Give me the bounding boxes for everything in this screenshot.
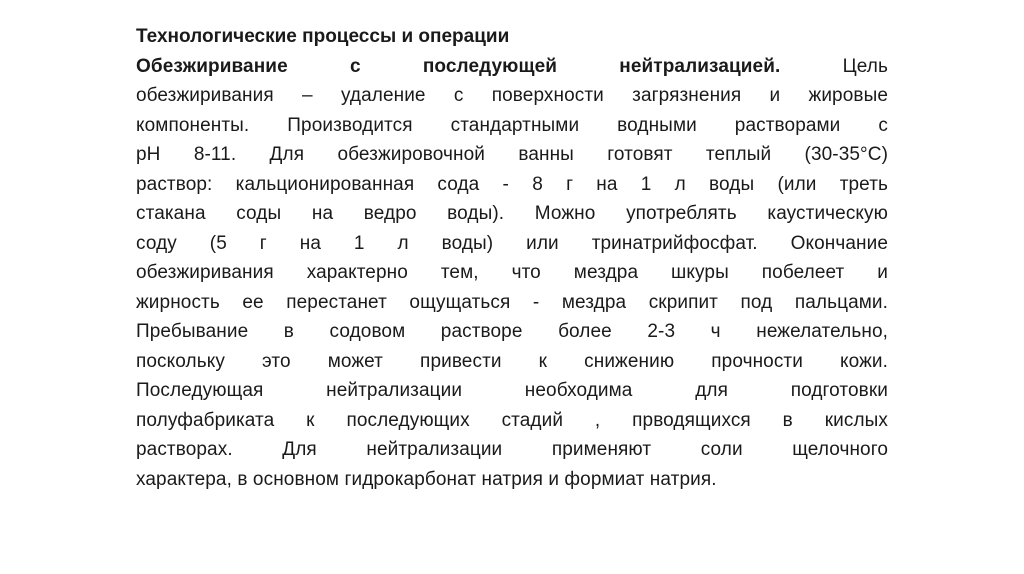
text-line: характера, в основном гидрокарбонат натрия и формиат натрия. xyxy=(136,468,717,490)
text-line: жирность ее перестанет ощущаться - мездра скрипит под пальцами. xyxy=(136,291,888,313)
slide-content xyxy=(136,22,888,494)
text-line: pH 8-11. Для обезжировочной ванны готовят теплый (30-35°C) xyxy=(136,144,888,165)
lead-heading: Обезжиривание с последующей нейтрализацией. xyxy=(136,55,781,77)
text-line: Последующая нейтрализации необходима для подготовки xyxy=(136,380,888,401)
text-line: соду (5 г на 1 л воды) или тринатрийфосфат. Окончание xyxy=(136,232,888,254)
text-line: поскольку это может привести к снижению прочности кожи. xyxy=(136,350,888,372)
text-line: раствор: кальционированная сода - 8 г на 1 л воды (или треть xyxy=(136,173,888,195)
text-line: обезжиривания – удаление с поверхности загрязнения и жировые xyxy=(136,85,888,106)
text-line: компоненты. Производится стандартными водными растворами с xyxy=(136,114,888,136)
text-line: стакана соды на ведро воды). Можно употреблять каустическую xyxy=(136,203,888,224)
text-line: полуфабриката к последующих стадий , прводящихся в кислых xyxy=(136,409,888,431)
slide-title: Технологические процессы и операции xyxy=(136,26,510,47)
text-line: обезжиривания характерно тем, что мездра шкуры побелеет и xyxy=(136,262,888,283)
text-line-part: Цель xyxy=(842,55,888,77)
text-line: Пребывание в содовом растворе более 2-3 ч нежелательно, xyxy=(136,321,888,342)
text-line: растворах. Для нейтрализации применяют соли щелочного xyxy=(136,439,888,460)
body-text xyxy=(136,52,888,495)
text-line xyxy=(136,52,888,82)
